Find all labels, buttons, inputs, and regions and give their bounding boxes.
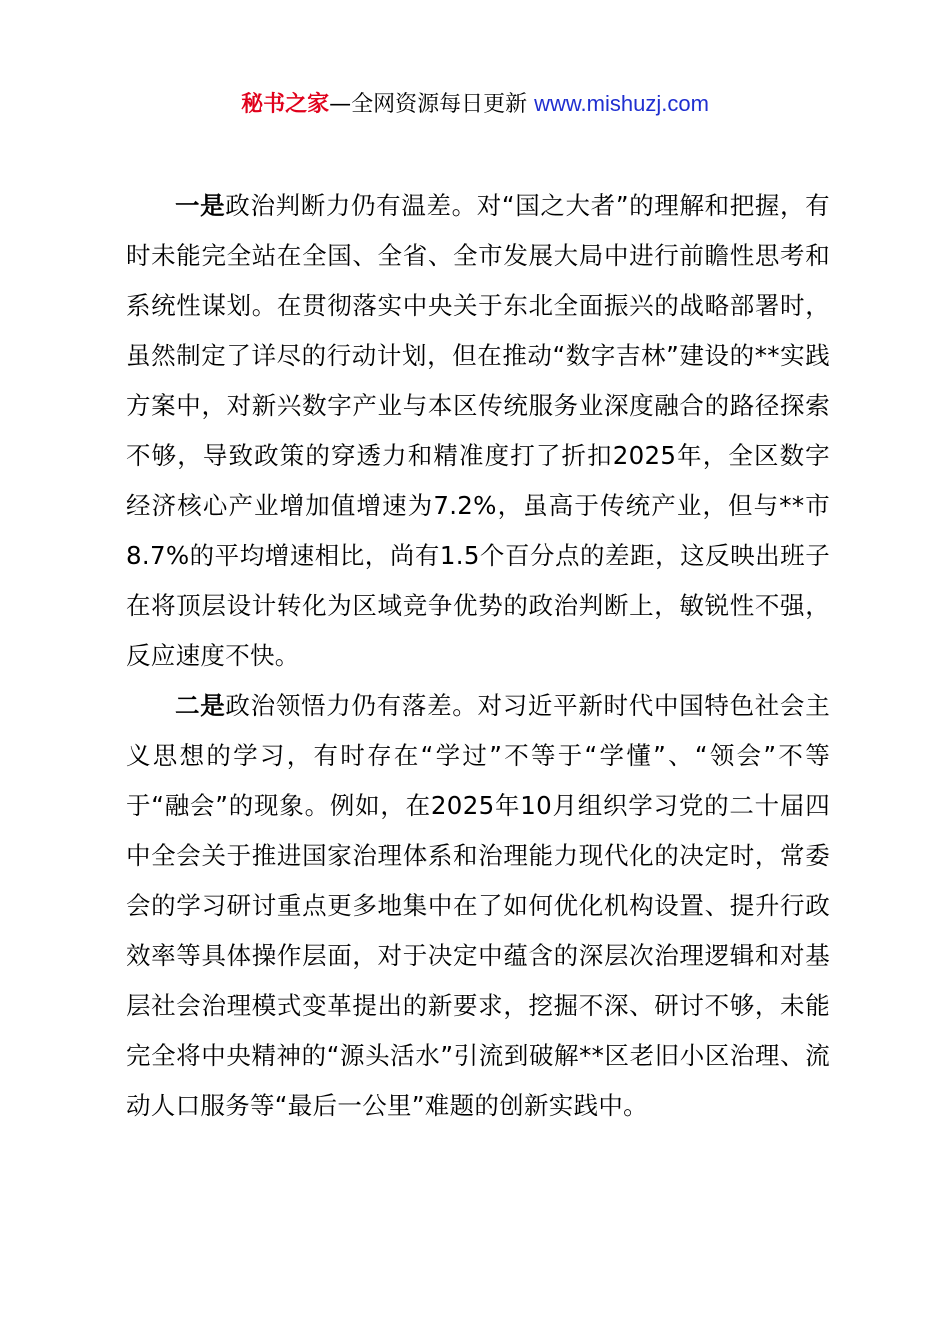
paragraph-1-lead: 一是 (175, 191, 226, 220)
paragraph-2 (126, 681, 830, 1131)
site-url-link[interactable]: www.mishuzj.com (534, 91, 709, 116)
paragraph-1-text: 政治判断力仍有温差。对“国之大者”的理解和把握，有时未能完全站在全国、全省、全市发展大局中进行前瞻性思考和系统性谋划。在贯彻落实中央关于东北全面振兴的战略部署时，虽然制定了详尽的行动计划，但在推动“数字吉林”建设的**实践方案中，对新兴数字产业与本区传统服务业深度融合的路径探索不够，导致政策的穿透力和精准度打了折扣2025年，全区数字经济核心产业增加值增速为7.2%，虽高于传统产业，但与**市8.7%的平均增速相比，尚有1.5个百分点的差距，这反映出班子在将顶层设计转化为区域竞争优势的政治判断上，敏锐性不强，反应速度不快。 (126, 191, 830, 670)
paragraph-2-lead: 二是 (175, 691, 226, 720)
brand-name: 秘书之家 (241, 92, 330, 117)
document-body (126, 181, 830, 1131)
site-header (0, 86, 950, 123)
header-tagline: —全网资源每日更新 (329, 92, 528, 117)
paragraph-1 (126, 181, 830, 681)
paragraph-2-text: 政治领悟力仍有落差。对习近平新时代中国特色社会主义思想的学习，有时存在“学过”不等于“学懂”、“领会”不等于“融会”的现象。例如，在2025年10月组织学习党的二十届四中全会关于推进国家治理体系和治理能力现代化的决定时，常委会的学习研讨重点更多地集中在了如何优化机构设置、提升行政效率等具体操作层面，对于决定中蕴含的深层次治理逻辑和对基层社会治理模式变革提出的新要求，挖掘不深、研讨不够，未能完全将中央精神的“源头活水”引流到破解**区老旧小区治理、流动人口服务等“最后一公里”难题的创新实践中。 (126, 691, 830, 1120)
